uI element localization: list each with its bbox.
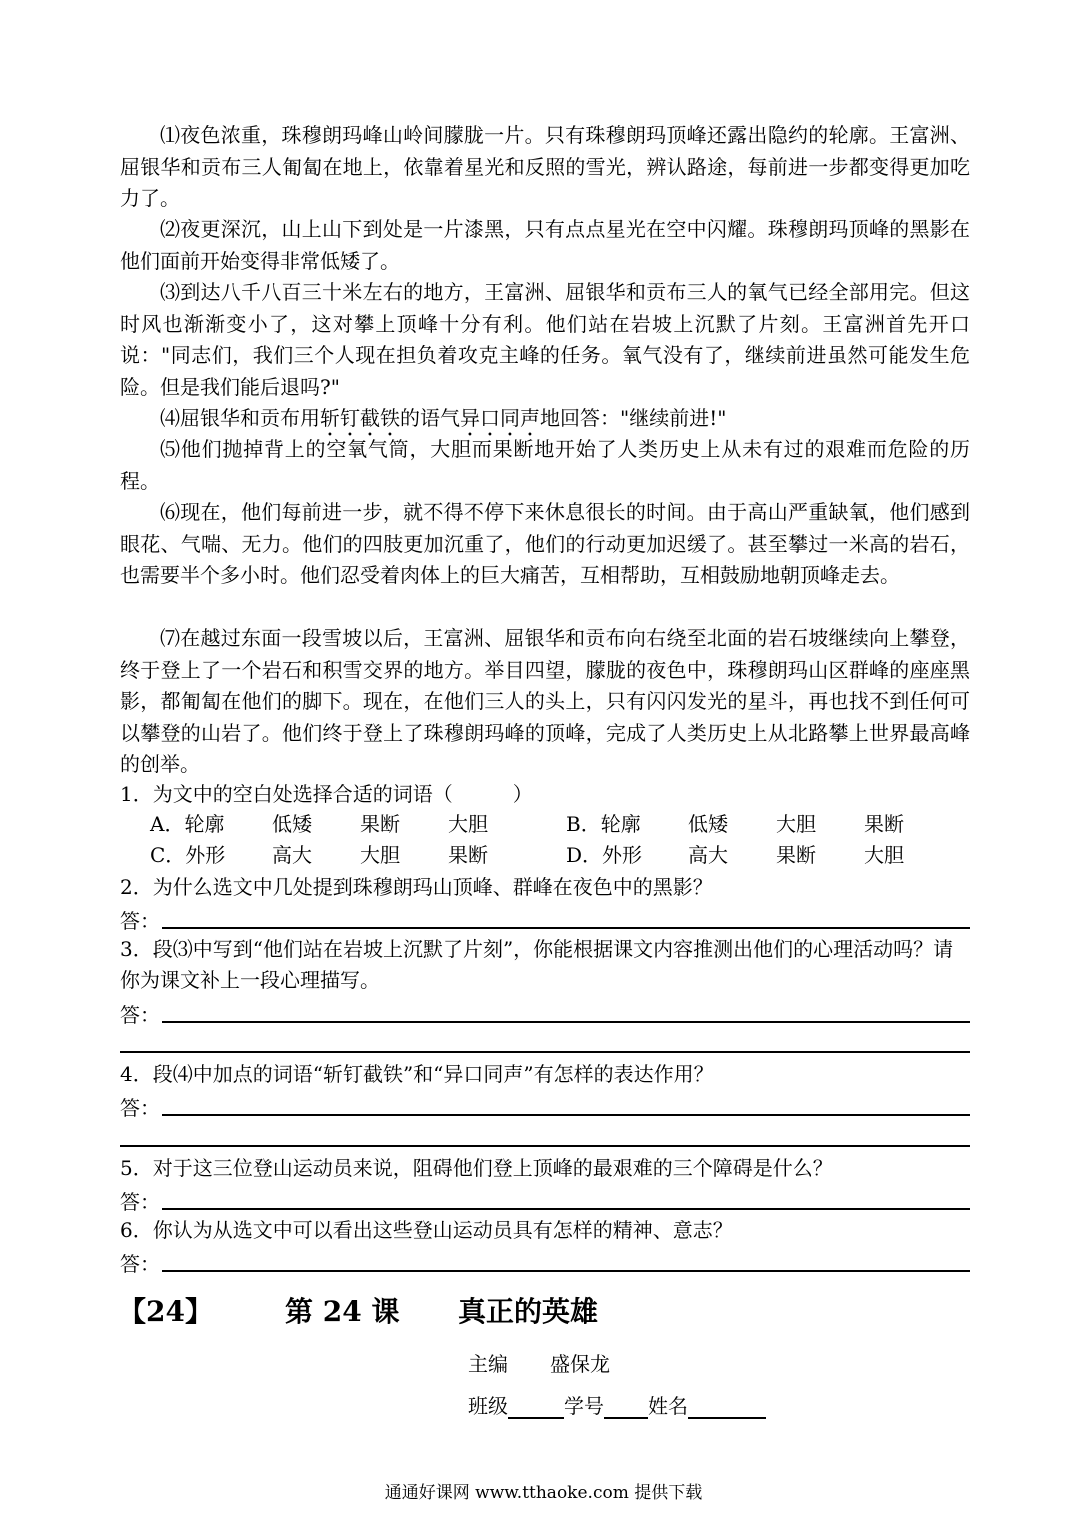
- para4-part-e: 地回答："继续前进!": [540, 406, 727, 430]
- answer-line-4-extra[interactable]: [120, 1145, 970, 1147]
- lesson-number: 【24】: [118, 1295, 213, 1328]
- answer-label: 答：: [120, 1096, 160, 1120]
- para4-part-c: 的语气: [400, 406, 460, 430]
- option-a-word-2: 低矮: [272, 812, 312, 836]
- answer-line-3[interactable]: [120, 997, 970, 1027]
- option-b-word-3: 大胆: [776, 812, 816, 836]
- class-label: 班级: [468, 1394, 508, 1418]
- student-name-label: 姓名: [648, 1394, 688, 1418]
- question-2: 2．为什么选文中几处提到珠穆朗玛山顶峰、群峰在夜色中的黑影？: [120, 875, 713, 899]
- student-info-line: [468, 1390, 766, 1419]
- answer-line-2[interactable]: [120, 903, 970, 933]
- answer-label: 答：: [120, 909, 160, 933]
- answer-line-3-extra[interactable]: [120, 1051, 970, 1053]
- student-id-label: 学号: [564, 1394, 604, 1418]
- option-c-word-3: 大胆: [360, 843, 400, 867]
- student-id-blank[interactable]: [604, 1395, 648, 1419]
- para4-part-a: ⑷屈银华和贡布用: [160, 406, 320, 430]
- editor-line: [468, 1348, 610, 1377]
- editor-name: 盛保龙: [550, 1352, 610, 1376]
- passage-paragraph-2: ⑵夜更深沉，山上山下到处是一片漆黑，只有点点星光在空中闪耀。珠穆朗玛顶峰的黑影在他们面前开始变得非常低矮了。: [120, 217, 970, 273]
- option-b-word-4: 果断: [864, 812, 904, 836]
- options-row-1: [150, 809, 904, 840]
- student-name-blank[interactable]: [688, 1395, 766, 1419]
- page-footer: 通通好课网 www.tthaoke.com 提供下载: [384, 1483, 703, 1503]
- option-a-word-3: 果断: [360, 812, 400, 836]
- answer-underline: [162, 1021, 970, 1023]
- option-a-word-4: 大胆: [448, 812, 488, 836]
- passage-paragraph-5: ⑸他们抛掉背上的空氧气筒，大胆而果断地开始了人类历史上从未有过的艰难而危险的历程。: [120, 437, 970, 493]
- passage-paragraph-6: ⑹现在，他们每前进一步，就不得不停下来休息很长的时间。由于高山严重缺氧，他们感到眼花、气喘、无力。他们的四肢更加沉重了，他们的行动更加迟缓了。甚至攀过一米高的岩石，也需要半个多小时。他们忍受着肉体上的巨大痛苦，互相帮助，互相鼓励地朝顶峰走去。: [120, 500, 970, 587]
- option-c-word-4: 果断: [448, 843, 488, 867]
- option-b-word-2: 低矮: [688, 812, 728, 836]
- answer-label: 答：: [120, 1003, 160, 1027]
- answer-line-6[interactable]: [120, 1246, 970, 1276]
- class-blank[interactable]: [508, 1395, 564, 1419]
- answer-label: 答：: [120, 1252, 160, 1276]
- option-b-label: B．轮廓: [566, 812, 641, 836]
- emphasis-word-1: 斩钉截铁: [320, 406, 400, 430]
- editor-label: 主编: [468, 1352, 508, 1376]
- question-1: 1．为文中的空白处选择合适的词语（ ）: [120, 782, 533, 806]
- option-d-label: D．外形: [566, 843, 643, 867]
- option-c-word-2: 高大: [272, 843, 312, 867]
- question-6: 6．你认为从选文中可以看出这些登山运动员具有怎样的精神、意志？: [120, 1218, 733, 1242]
- emphasis-word-2: 异口同声: [460, 406, 540, 430]
- option-d-word-3: 果断: [776, 843, 816, 867]
- option-d-word-2: 高大: [688, 843, 728, 867]
- passage-paragraph-3: ⑶到达八千八百三十米左右的地方，王富洲、屈银华和贡布三人的氧气已经全部用完。但这时风也渐渐变小了，这对攀上顶峰十分有利。他们站在岩坡上沉默了片刻。王富洲首先开口说："同志们，我们三个人现在担负着攻克主峰的任务。氧气没有了，继续前进虽然可能发生危险。但是我们能后退吗?": [120, 280, 970, 399]
- lesson-name: 真正的英雄: [458, 1295, 599, 1328]
- answer-underline: [162, 1114, 970, 1116]
- question-1-options: [150, 809, 904, 871]
- answer-underline: [162, 1270, 970, 1272]
- passage-paragraph-1: ⑴夜色浓重，珠穆朗玛峰山岭间朦胧一片。只有珠穆朗玛顶峰还露出隐约的轮廓。王富洲、屈银华和贡布三人匍匐在地上，依靠着星光和反照的雪光，辨认路途，每前进一步都变得更加吃力了。: [120, 123, 970, 210]
- option-c-label: C．外形: [150, 843, 226, 867]
- answer-underline: [162, 1208, 970, 1210]
- question-4: 4．段⑷中加点的词语“斩钉截铁”和“异口同声”有怎样的表达作用？: [120, 1062, 714, 1086]
- passage-paragraph-7: ⑺在越过东面一段雪坡以后，王富洲、屈银华和贡布向右绕至北面的岩石坡继续向上攀登，终于登上了一个岩石和积雪交界的地方。举目四望，朦胧的夜色中，珠穆朗玛山区群峰的座座黑影，都匍匐在他们的脚下。现在，在他们三人的头上，只有闪闪发光的星斗，再也找不到任何可以攀登的山岩了。他们终于登上了珠穆朗玛峰的顶峰，完成了人类历史上从北路攀上世界最高峰的创举。: [120, 626, 970, 776]
- answer-line-4[interactable]: [120, 1090, 970, 1120]
- option-a-label: A．轮廓: [150, 812, 225, 836]
- answer-underline: [162, 927, 970, 929]
- question-5: 5．对于这三位登山运动员来说，阻碍他们登上顶峰的最艰难的三个障碍是什么？: [120, 1156, 833, 1180]
- question-3: 3．段⑶中写到“他们站在岩坡上沉默了片刻”，你能根据课文内容推测出他们的心理活动吗？请你为课文补上一段心理描写。: [120, 937, 954, 992]
- answer-line-5[interactable]: [120, 1184, 970, 1214]
- answer-label: 答：: [120, 1190, 160, 1214]
- options-row-2: [150, 840, 904, 871]
- option-d-word-4: 大胆: [864, 843, 904, 867]
- lesson-title: 第 24 课: [285, 1295, 400, 1328]
